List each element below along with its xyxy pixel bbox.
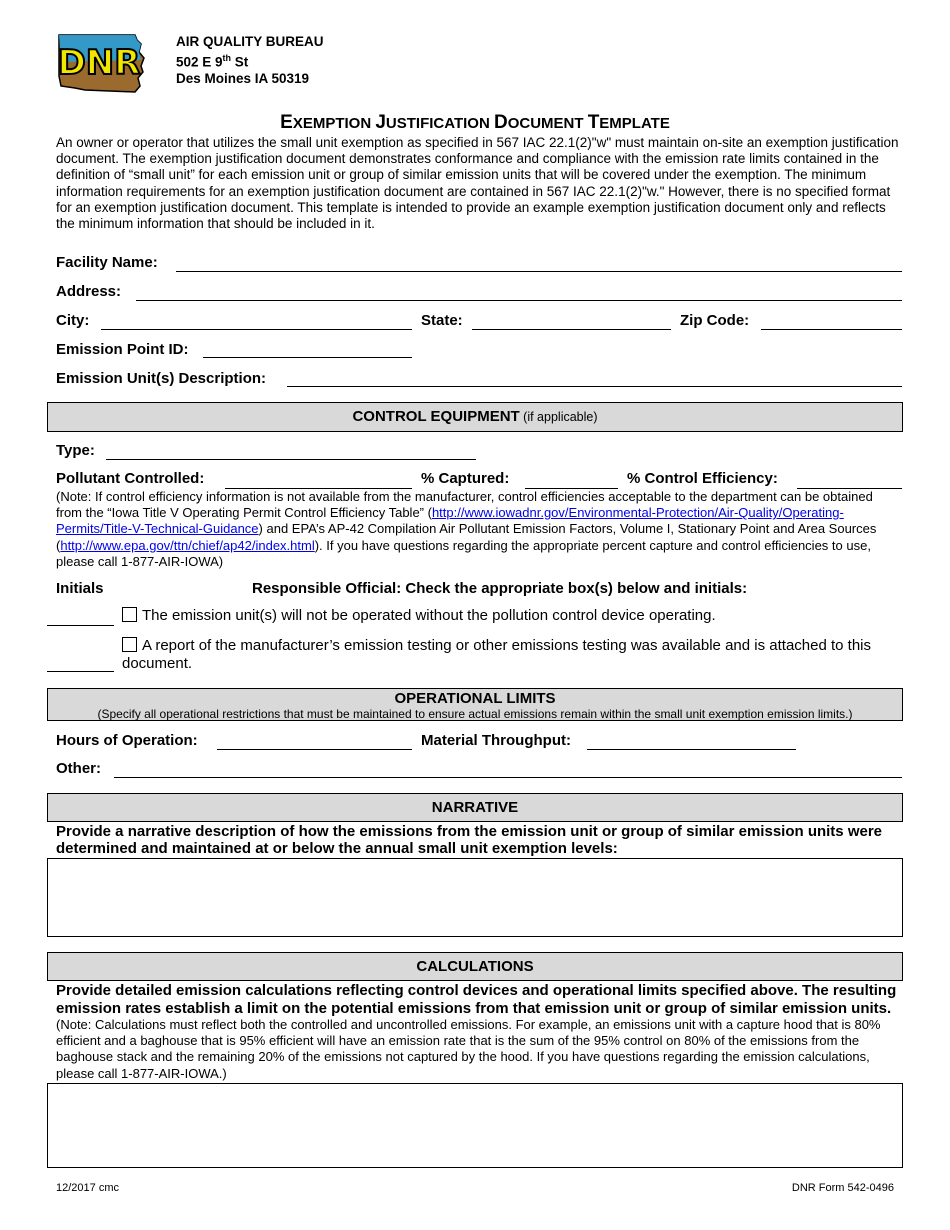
initials-field-2[interactable] xyxy=(47,671,114,672)
calculations-textarea[interactable] xyxy=(47,1083,903,1168)
operational-limits-header: OPERATIONAL LIMITS (Specify all operational restrictions that must be maintained to ensure actual emissions remain within the small unit exemption emission limits.) xyxy=(47,688,903,721)
state-label: State: xyxy=(421,312,463,329)
facility-name-label: Facility Name: xyxy=(56,254,158,271)
no-operation-checkbox[interactable] xyxy=(122,607,137,622)
operational-limits-subheader: (Specify all operational restrictions that must be maintained to ensure actual emissions remain within the small unit exemption emission limits.) xyxy=(97,707,853,721)
org-city: Des Moines IA 50319 xyxy=(176,70,310,86)
zip-label: Zip Code: xyxy=(680,312,750,329)
org-address xyxy=(176,34,324,87)
narrative-header: NARRATIVE xyxy=(47,793,903,822)
org-street: 502 E 9th St xyxy=(176,53,249,70)
testing-report-checkbox[interactable] xyxy=(122,637,137,652)
control-efficiency-link[interactable]: http://www.iowadnr.gov/Environmental-Protection/Air-Quality/Operating-Permits/Title-V-Technical-Guidance xyxy=(56,505,844,537)
control-equipment-header: CONTROL EQUIPMENT (if applicable) xyxy=(47,402,903,432)
efficiency-label: % Control Efficiency: xyxy=(627,470,778,487)
calculations-header: CALCULATIONS xyxy=(47,952,903,981)
calculations-prompt: Provide detailed emission calculations reflecting control devices and operational limits specified above. The resulting emission rates establish a limit on the potential emissions from that emission unit or group of similar emission units. (Note: Calculations must reflect both the controlled and uncontrolled emissions. For example, an emissions unit with a capture hood that is 80% efficient and a baghouse that is 95% efficient will have an emission rate that is the sum of the 95% control on 80% of the emissions from the baghouse stack and the remaining 20% of the emissions not captured by the hood. If you have questions regarding the emission calculations, please call 1-877-AIR-IOWA.) xyxy=(56,982,897,1081)
initials-heading: Initials xyxy=(56,580,104,597)
city-field[interactable] xyxy=(101,329,412,330)
hours-field[interactable] xyxy=(217,749,412,750)
checkbox-1-label: The emission unit(s) will not be operated without the pollution control device operating. xyxy=(142,607,716,624)
checkbox-2-label: A report of the manufacturer’s emission testing or other emissions testing was available and is attached to this document. xyxy=(122,637,871,672)
city-label: City: xyxy=(56,312,90,329)
responsible-official-heading: Responsible Official: Check the appropriate box(s) below and initials: xyxy=(252,580,748,597)
zip-field[interactable] xyxy=(761,329,902,330)
type-field[interactable] xyxy=(106,459,476,460)
footer-revision: 12/2017 cmc xyxy=(56,1182,119,1194)
logo-text: DNR xyxy=(57,43,141,83)
page-title: EXEMPTION JUSTIFICATION DOCUMENT TEMPLATE xyxy=(280,112,670,133)
other-field[interactable] xyxy=(114,777,902,778)
footer-form-number: DNR Form 542-0496 xyxy=(791,1182,894,1194)
throughput-label: Material Throughput: xyxy=(421,732,571,749)
iowa-state-shape-icon xyxy=(55,32,147,94)
state-field[interactable] xyxy=(472,329,671,330)
type-label: Type: xyxy=(56,442,95,459)
facility-name-field[interactable] xyxy=(176,271,902,272)
control-note: (Note: If control efficiency information is not available from the manufacturer, control efficiencies acceptable to the department can be obtained from the “Iowa Title V Operating Permit Control Efficiency Table” (http://www.iowadnr.gov/Environmental-Protection/Air-Quality/Operating-Permits/Title-V-Technical-Guidance) and EPA’s AP-42 Compilation Air Pollutant Emission Factors, Volume I, Stationary Point and Area Sources (http://www.epa.gov/ttn/chief/ap42/index.html). If you have questions regarding the appropriate percent capture and control efficiencies to use, please call 1-877-AIR-IOWA) xyxy=(56,489,877,569)
org-name: AIR QUALITY BUREAU xyxy=(176,34,324,49)
narrative-prompt: Provide a narrative description of how the emissions from the emission unit or group of similar emission units were determined and maintained at or below the annual small unit exemption levels: xyxy=(56,823,883,857)
emission-unit-field[interactable] xyxy=(287,386,902,387)
captured-label: % Captured: xyxy=(421,470,510,487)
emission-point-field[interactable] xyxy=(203,357,412,358)
pollutant-label: Pollutant Controlled: xyxy=(56,470,205,487)
narrative-textarea[interactable] xyxy=(47,858,903,937)
intro-paragraph: An owner or operator that utilizes the small unit exemption as specified in 567 IAC 22.1(2)"w" must maintain on-site an exemption justification document. The exemption justification document demonstrates conformance and compliance with the emission rate limits contained in the definition of “small unit” for each emission unit or group of similar emission units that will be covered under the exemption. The minimum information requirements for an exemption justification document are contained in 567 IAC 22.1(2)"w." However, there is no specified format for an exemption justification document. This template is intended to provide an example exemption justification document only and reflects the minimum information that should be included in it. xyxy=(56,135,899,232)
throughput-field[interactable] xyxy=(587,749,796,750)
hours-label: Hours of Operation: xyxy=(56,732,198,749)
emission-point-label: Emission Point ID: xyxy=(56,341,189,358)
checkbox-row-2 xyxy=(122,637,882,673)
address-label: Address: xyxy=(56,283,122,300)
address-field[interactable] xyxy=(136,300,902,301)
other-label: Other: xyxy=(56,760,101,777)
initials-field-1[interactable] xyxy=(47,625,114,626)
ap42-link[interactable]: http://www.epa.gov/ttn/chief/ap42/index.html xyxy=(60,537,315,553)
dnr-logo xyxy=(55,32,147,94)
emission-unit-label: Emission Unit(s) Description: xyxy=(56,370,267,387)
checkbox-row-1 xyxy=(122,607,716,624)
